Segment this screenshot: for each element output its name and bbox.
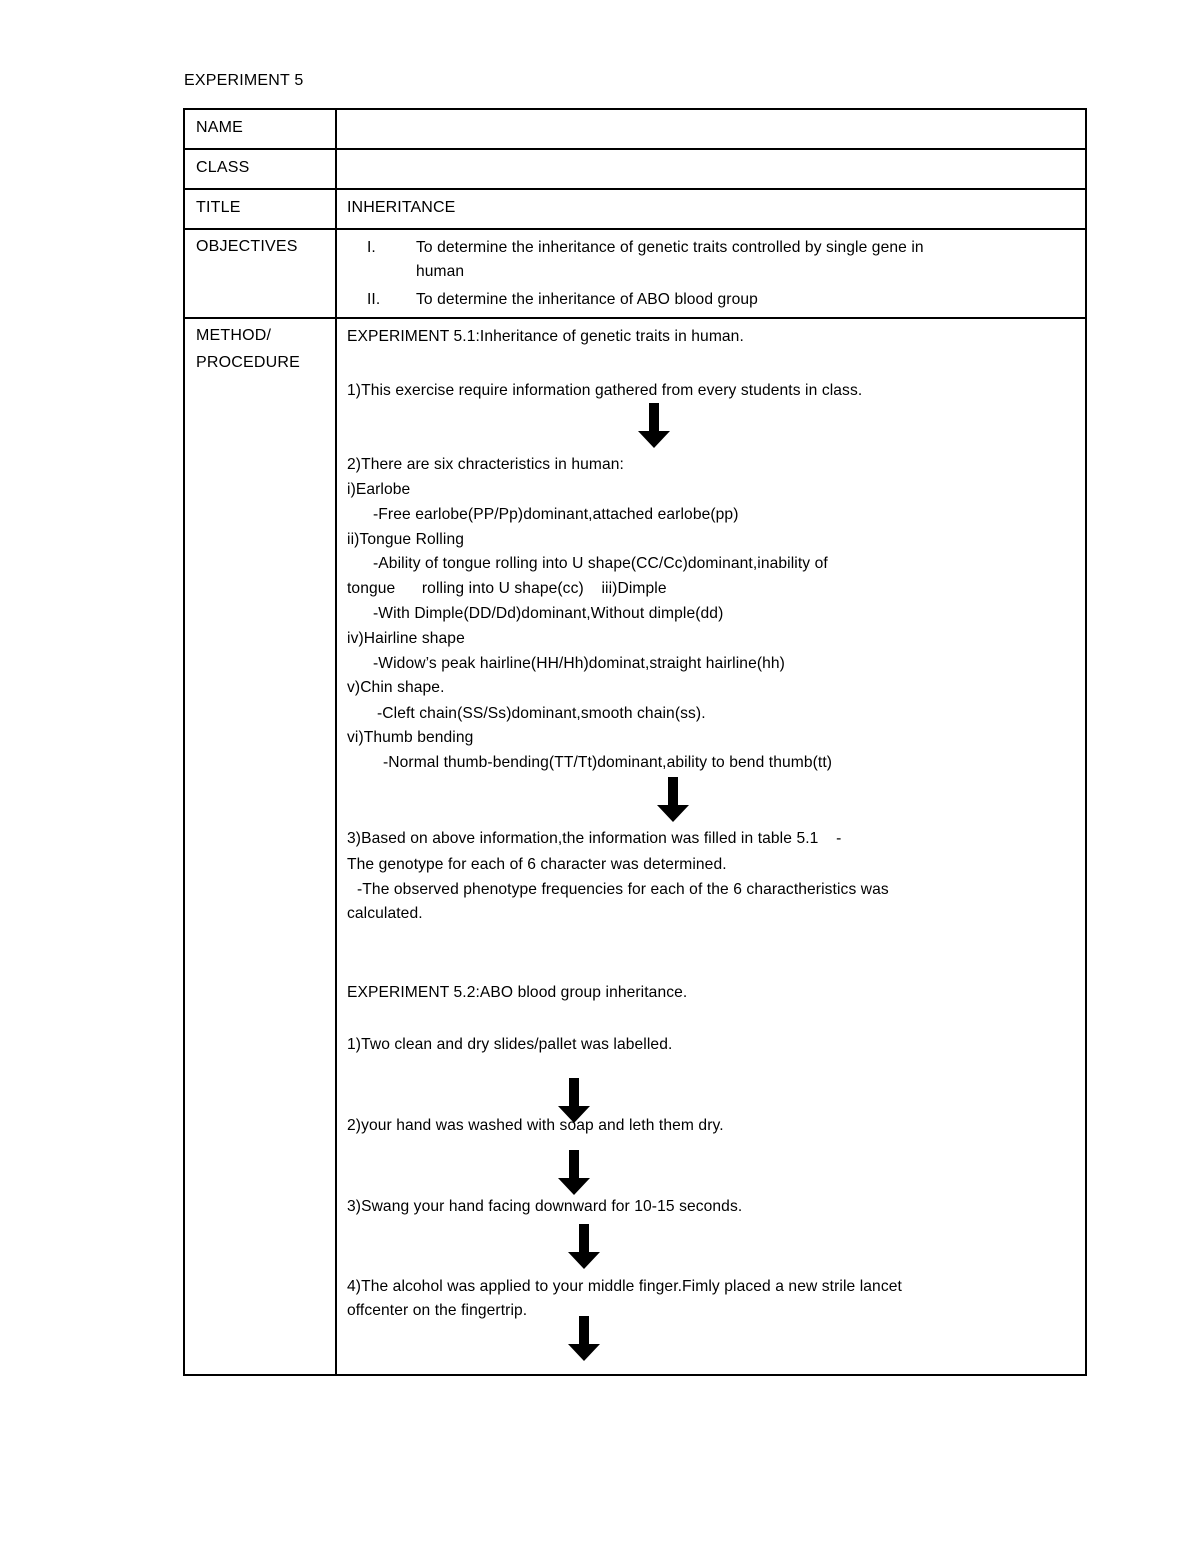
procedure-step-cont: -The observed phenotype frequencies for each of the 6 charactheristics was	[357, 881, 889, 898]
column-divider	[335, 110, 337, 1374]
trait-heading: v)Chin shape.	[347, 679, 445, 696]
trait-heading: vi)Thumb bending	[347, 729, 474, 746]
trait-description: -Ability of tongue rolling into U shape(CC/Cc)dominant,inability of	[373, 555, 828, 572]
down-arrow-icon	[567, 1316, 601, 1362]
trait-description: -Widow’s peak hairline(HH/Hh)dominat,straight hairline(hh)	[373, 655, 785, 672]
procedure-label: PROCEDURE	[196, 354, 301, 371]
experiment-5-1-heading: EXPERIMENT 5.1:Inheritance of genetic traits in human.	[347, 328, 744, 345]
trait-heading: iv)Hairline shape	[347, 630, 465, 647]
class-label: CLASS	[196, 159, 250, 176]
procedure-step: 3)Swang your hand facing downward for 10-15 seconds.	[347, 1198, 743, 1215]
procedure-step: 2)There are six chracteristics in human:	[347, 456, 624, 473]
title-label: TITLE	[196, 199, 241, 216]
procedure-step: 4)The alcohol was applied to your middle finger.Fimly placed a new strile lancet	[347, 1278, 902, 1295]
procedure-step-cont: The genotype for each of 6 character was determined.	[347, 856, 727, 873]
experiment-5-2-heading: EXPERIMENT 5.2:ABO blood group inheritance.	[347, 984, 688, 1001]
objectives-label: OBJECTIVES	[196, 238, 298, 255]
trait-description: -Normal thumb-bending(TT/Tt)dominant,ability to bend thumb(tt)	[383, 754, 833, 771]
trait-description: -Cleft chain(SS/Ss)dominant,smooth chain(ss).	[377, 705, 706, 722]
down-arrow-icon	[557, 1150, 591, 1196]
trait-description: -Free earlobe(PP/Pp)dominant,attached earlobe(pp)	[373, 506, 739, 523]
trait-description: -With Dimple(DD/Dd)dominant,Without dimple(dd)	[373, 605, 724, 622]
title-value: INHERITANCE	[347, 199, 456, 216]
objective-text: To determine the inheritance of genetic traits controlled by single gene in	[416, 239, 924, 256]
row-divider	[185, 148, 1085, 150]
procedure-step: 2)your hand was washed with soap and leth them dry.	[347, 1117, 724, 1134]
objective-numeral: I.	[367, 239, 376, 256]
experiment-table	[183, 108, 1087, 1376]
row-divider	[185, 317, 1085, 319]
document-heading: EXPERIMENT 5	[184, 72, 304, 89]
objective-text: To determine the inheritance of ABO blood group	[416, 291, 758, 308]
trait-heading: ii)Tongue Rolling	[347, 531, 464, 548]
objective-text-cont: human	[416, 263, 465, 280]
procedure-step: 1)This exercise require information gathered from every students in class.	[347, 382, 863, 399]
row-divider	[185, 228, 1085, 230]
trait-heading: i)Earlobe	[347, 481, 411, 498]
name-label: NAME	[196, 119, 244, 136]
method-label: METHOD/	[196, 327, 272, 344]
down-arrow-icon	[656, 777, 690, 823]
procedure-step-cont: offcenter on the fingertrip.	[347, 1302, 528, 1319]
row-divider	[185, 188, 1085, 190]
objective-numeral: II.	[367, 291, 381, 308]
procedure-step-cont: calculated.	[347, 905, 423, 922]
down-arrow-icon	[567, 1224, 601, 1270]
down-arrow-icon	[637, 403, 671, 449]
procedure-step: 3)Based on above information,the information was filled in table 5.1 -	[347, 830, 842, 847]
procedure-step: 1)Two clean and dry slides/pallet was labelled.	[347, 1036, 673, 1053]
trait-description-cont: tongue rolling into U shape(cc) iii)Dimple	[347, 580, 667, 597]
